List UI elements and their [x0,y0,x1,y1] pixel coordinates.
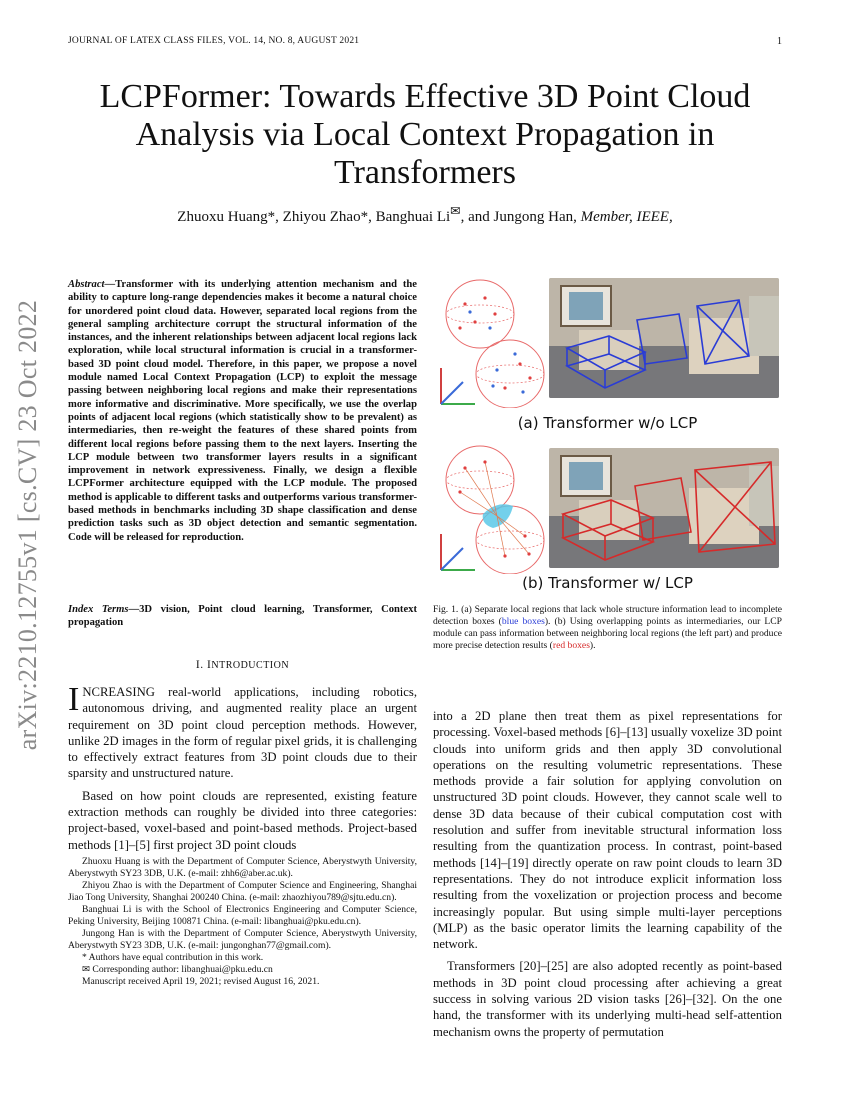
intro-right-column [433,708,782,1040]
page-number: 1 [777,36,782,47]
footnote: Manuscript received April 19, 2021; revised August 16, 2021. [82,976,320,987]
footnote: Zhuoxu Huang is with the Department of Computer Science, Aberystwyth University, Aberystwyth SY23 3DB, U.K. (e-mail: zhh6@aber.ac.uk). [68,856,417,879]
caption-blue-boxes: blue boxes [501,616,545,627]
sphere-icon [446,280,514,348]
abstract-label: Abstract [68,279,105,290]
abstract [68,278,417,544]
caption-red-boxes: red boxes [552,640,590,651]
sphere-equator [446,471,514,489]
scene-image-a [549,278,779,398]
sphere-icon [476,340,544,408]
section-number: I. [195,659,204,671]
intro-paragraph-1 [68,681,417,782]
author-membership: Member, IEEE, [580,209,673,225]
right-paragraph-1: into a 2D plane then treat them as pixel representations for processing. Voxel-based methods [6]–[13] usually voxelize 3D point clouds into uniform grids and then apply 3D convolutional operations on the resulting volumetric representations. These methods provide a fair solution for applying convolution on unstructured 3D point clouds. However, they cannot scale well to dense 3D data because of their cubical computation cost with resolution and suffer from inevitable structural information loss resulting from the quantization process. In contrast, point-based methods [14]–[19] directly operate on raw point clouds to learn 3D representations. They do not introduce explicit information loss resulting from the voxelization or projection process and become increasingly popular. But using simple multi-layer perceptions (MLP) as the basic operator limits the learning capability of the network. [433,709,782,952]
paper-title: LCPFormer: Towards Effective 3D Point Cloud Analysis via Local Context Propagation in Transformers [99,78,751,191]
index-terms-text: —3D vision, Point cloud learning, Transformer, Context propagation [68,604,417,629]
intro-lead-word: NCREASING [82,685,155,699]
author-last: , and Jungong Han, [460,209,577,225]
axis-icon [441,368,475,404]
intro-text-1: real-world applications, including robotics, autonomous driving, and augmented reality place an urgent requirement on 3D point cloud perception methods. However, unlike 2D images in the form of regular pixel grids, it is challenging to effectively extract features from 3D point clouds due to their sparsity and unstructured nature. [68,685,417,781]
sphere-equator [476,365,544,383]
section-title-first: I [207,659,212,671]
footnotes [68,856,417,988]
intro-paragraph-2: Based on how point clouds are represented, existing feature extraction methods can roughly be divided into three categories: project-based, voxel-based and point-based methods. Project-based methods [1]–[5] first project 3D point clouds [68,788,417,852]
sphere-equator [476,531,544,549]
footnote: * Authors have equal contribution in this work. [82,952,264,963]
arxiv-stamp [8,290,48,760]
right-paragraph-2: Transformers [20]–[25] are also adopted recently as point-based methods in 3D point cloud processing after achieving a great success in solving various 2D vision tasks [26]–[32]. On the one hand, the transformer with its underlying multi-head self-attention mechanism owns the property of permutation [433,959,782,1039]
index-terms-label: Index Terms [68,604,129,615]
local-regions-diagram-b [435,444,547,574]
corresponding-mark: ✉ [450,204,461,218]
footnote: ✉ Corresponding author: libanghuai@pku.edu.cn [82,964,273,975]
section-title-rest: NTRODUCTION [211,660,290,671]
sphere-icon [446,446,514,514]
arxiv-id[interactable]: arXiv:2210.12755v1 [cs.CV] 23 Oct 2022 [13,299,42,751]
figure-1 [433,272,782,600]
local-regions-diagram-a [435,278,547,408]
author-names: Zhuoxu Huang*, Zhiyou Zhao*, Banghuai Li [177,209,451,225]
sphere-equator [446,305,514,323]
footnote: Banghuai Li is with the School of Electronics Engineering and Computer Science, Peking University, Beijing 100871 China. (e-mail: libanghuai@pku.edu.cn). [68,904,417,927]
index-terms [68,603,417,630]
drop-cap: I [68,681,80,718]
footnote: Jungong Han is with the Department of Computer Science, Aberystwyth University, Aberystwyth SY23 3DB, U.K. (e-mail: jungonghan77@gmail.com). [68,928,417,951]
caption-text-1: Fig. 1. (a) Separate local regions that lack whole structure information lead to incomplete detection boxes ( [433,604,782,627]
author-list [70,203,780,226]
section-heading [68,659,417,671]
figure-caption [433,604,782,652]
subfigure-b-caption: (b) Transformer w/ LCP [522,574,693,592]
scene-image-b [549,448,779,568]
footnote: Zhiyou Zhao is with the Department of Computer Science and Engineering, Shanghai Jiao Tong University, Shanghai 200240 China. (e-mail: zhaozhiyou789@sjtu.edu.cn). [68,880,417,903]
intro-left-column [68,681,417,853]
caption-text-3: ). [589,640,596,651]
caption-text-2: ). (b) Using overlapping points as intermediaries, our LCP module can pass information between neighboring local regions (the left part) and produce more precise detection results ( [433,616,782,651]
running-header: JOURNAL OF LATEX CLASS FILES, VOL. 14, NO. 8, AUGUST 2021 [68,36,360,46]
axis-icon [441,534,475,570]
subfigure-a-caption: (a) Transformer w/o LCP [517,414,698,432]
abstract-text: —Transformer with its underlying attention mechanism and the ability to capture long-range dependencies makes it become a natural choice for unordered point cloud data. However, separated local regions from the general sampling architecture corrupt the structural information of the instances, and the inherent relationships between adjacent local regions lack exploration, while local structural information is crucial in a transformer-based 3D point cloud model. Therefore, in this paper, we propose a novel module named Local Context Propagation (LCP) to exploit the message passing between neighboring local regions and make their representations more informative and discriminative. More specifically, we use the overlap points of adjacent local regions (which statistically show to be prevalent) as intermediaries, then re-weight the features of these shared points from different local regions before passing them to the next layers. Inserting the LCP module between two transformer layers results in a significant improvement in network expressiveness. Finally, we design a flexible LCPFormer architecture equipped with the LCP module. The proposed method is applicable to different tasks and outperforms various transformer-based methods in benchmarks including 3D shape classification and dense prediction tasks such as 3D object detection and semantic segmentation. Code will be released for reproduction. [68,279,417,543]
